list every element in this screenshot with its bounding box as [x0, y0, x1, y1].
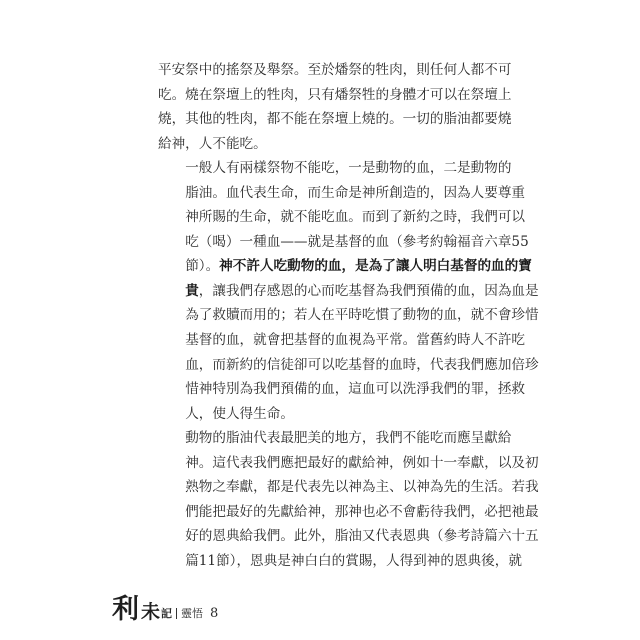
text-segment: 熟物之奉獻，都是代表先以神為主、以神為先的生活。若我 — [185, 479, 539, 496]
body-text — [158, 58, 539, 573]
text-segment: 們能把最好的先獻給神，那神也必不會虧待我們，必把祂最 — [185, 503, 539, 520]
text-line — [158, 402, 498, 427]
text-line — [158, 328, 526, 353]
text-segment: 好的恩典給我們。此外，脂油又代表恩典（參考詩篇六十五 — [185, 528, 539, 545]
text-segment: 血，而新約的信徒卻可以吃基督的血時，代表我們應加倍珍 — [185, 356, 539, 373]
text-segment: 神。這代表我們應把最好的獻給神，例如十一奉獻，以及初 — [185, 454, 539, 471]
book-title-char-3: 記 — [161, 607, 173, 620]
text-segment: 吃。燒在祭壇上的牲肉，只有燔祭牲的身體才可以在祭壇上 — [158, 86, 512, 103]
series-label: 靈悟 — [181, 607, 204, 620]
text-segment: 脂油。血代表生命，而生命是神所創造的，因為人要尊重 — [185, 184, 526, 201]
text-segment: 基督的血，就會把基督的血視為平常。當舊約時人不許吃 — [185, 332, 526, 349]
text-line — [158, 230, 529, 255]
page-footer — [112, 594, 218, 624]
text-line — [158, 426, 512, 451]
text-line — [158, 500, 539, 525]
text-line — [158, 83, 512, 108]
text-segment: 惜神特別為我們預備的血，這血可以洗淨我們的罪，拯救 — [185, 381, 526, 398]
text-segment: 為了救贖而用的；若人在平時吃慣了動物的血，就不會珍惜 — [185, 307, 539, 324]
text-line — [158, 524, 539, 549]
text-segment: 平安祭中的搖祭及舉祭。至於燔祭的牲肉，則任何人都不可 — [158, 62, 512, 78]
paragraph — [158, 426, 539, 573]
paragraph — [158, 156, 539, 426]
text-segment: 動物的脂油代表最肥美的地方，我們不能吃而應呈獻給 — [185, 430, 512, 447]
text-line — [158, 254, 532, 279]
text-line — [158, 451, 539, 476]
footer-divider — [176, 608, 177, 619]
text-line — [158, 58, 512, 83]
text-segment: 篇11節），恩典是神白白的賞賜，人得到神的恩典後，就 — [185, 552, 522, 569]
text-line — [158, 156, 512, 181]
text-line — [158, 205, 526, 230]
text-segment: 一般人有兩樣祭物不能吃，一是動物的血，二是動物的 — [185, 160, 512, 177]
emphasized-text: 神不許人吃動物的血，是為了讓人明白基督的血的寶 — [219, 258, 532, 275]
emphasized-text: 貴 — [185, 282, 199, 299]
text-segment: 神所賜的生命，就不能吃血。而到了新約之時，我們可以 — [185, 209, 526, 226]
text-line — [158, 107, 512, 132]
text-segment: 給神，人不能吃。 — [158, 135, 267, 152]
text-line — [158, 475, 539, 500]
book-title-char-2: 未 — [141, 601, 161, 623]
book-title-char-1: 利 — [112, 594, 139, 625]
text-line — [158, 353, 539, 378]
text-segment: 人，使人得生命。 — [185, 405, 294, 422]
paragraph — [158, 58, 512, 156]
text-line — [158, 377, 526, 402]
text-segment: 燒，其他的牲肉，都不能在祭壇上燒的。一切的脂油都要燒 — [158, 111, 512, 128]
text-line — [158, 303, 539, 328]
text-line — [158, 181, 526, 206]
text-segment: 吃（喝）一種血——就是基督的血（參考約翰福音六章55 — [185, 233, 529, 250]
text-line — [158, 549, 522, 574]
text-segment: 節）。 — [185, 258, 220, 275]
text-line — [158, 132, 498, 157]
page-number: 8 — [210, 606, 219, 621]
text-line — [158, 279, 539, 304]
text-segment: ，讓我們存感恩的心而吃基督為我們預備的血，因為血是 — [198, 282, 539, 299]
